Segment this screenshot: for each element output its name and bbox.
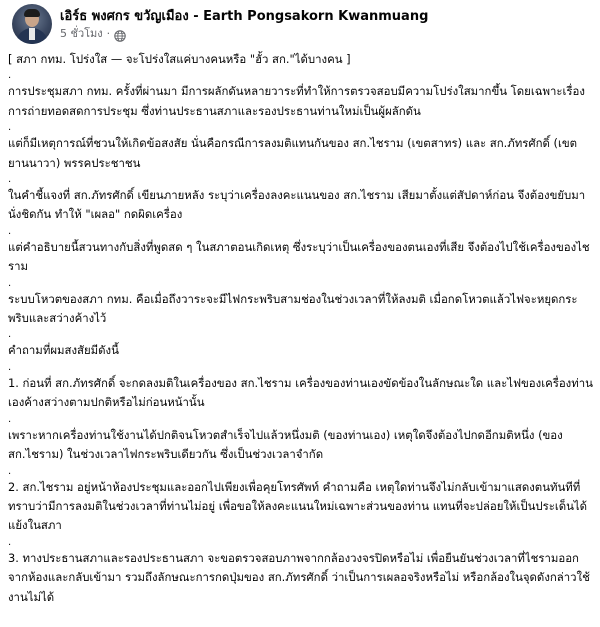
post-paragraph-separator: .	[8, 277, 12, 289]
post-paragraph-separator: .	[8, 465, 12, 477]
post-header-text	[60, 8, 428, 41]
post-paragraph: เพราะหากเครื่องท่านใช้งานได้ปกติจนโหวตสำเร็จไปแล้วหนึ่งมติ (ของท่านเอง) เหตุใดจึงต้องไปกดอีกมติหนึ่ง (ของ สก.ไชราม) ในช่วงเวลาไฟกระพริบเดียวกัน ซึ่งเป็นช่วงเวลาจำกัด	[8, 427, 563, 462]
post-paragraph: ระบบโหวตของสภา กทม. คือเมื่อถึงวาระจะมีไฟกระพริบสามช่องในช่วงเวลาที่ให้ลงมติ เมื่อกดโหวตแล้วไฟจะหยุดกระพริบและสว่างค้างไว้	[8, 291, 578, 326]
post-timestamp[interactable]: 5 ชั่วโมง	[60, 26, 103, 40]
post-header	[12, 4, 428, 44]
post-paragraph-separator: .	[8, 536, 12, 548]
post-paragraph-separator: .	[8, 225, 12, 237]
post-paragraph: แต่คำอธิบายนี้สวนทางกับสิ่งที่พูดสด ๆ ในสภาตอนเกิดเหตุ ซึ่งระบุว่าเป็นเครื่องของตนเองที่เสีย จึงต้องไปใช้เครื่องของไชราม	[8, 239, 590, 274]
post-paragraph-separator: .	[8, 413, 12, 425]
post-paragraph: 3. ทางประธานสภาและรองประธานสภา จะขอตรวจสอบภาพจากกล้องวงจรปิดหรือไม่ เพื่อยืนยันช่วงเวลาที่ไชรามออกจากห้องและกลับเข้ามา รวมถึงลักษณะการกดปุ่มของ สก.ภัทรศักดิ์ ว่าเป็นการเผลอจริงหรือไม่ หรือกล้องในจุดดังกล่าวใช้งานไม่ได้	[8, 550, 590, 604]
post-meta	[60, 26, 428, 41]
post-paragraph-separator: .	[8, 174, 12, 186]
post-paragraph: ในคำชี้แจงที่ สก.ภัทรศักดิ์ เขียนภายหลัง ระบุว่าเครื่องลงคะแนนของ สก.ไชราม เสียมาตั้งแต่สัปดาห์ก่อน จึงต้องขยับมานั่งชิดกัน ทำให้ "เผลอ" กดผิดเครื่อง	[8, 188, 586, 222]
author-name[interactable]: เอิร์ธ พงศกร ขวัญเมือง - Earth Pongsakorn Kwanmuang	[60, 8, 429, 24]
post-paragraph-separator: .	[8, 70, 12, 82]
globe-icon[interactable]	[114, 27, 126, 39]
meta-separator: ·	[106, 26, 111, 40]
avatar[interactable]	[12, 4, 52, 44]
post-paragraph-separator: .	[8, 122, 12, 134]
post-paragraph-separator: .	[8, 361, 12, 373]
post-body	[8, 50, 594, 607]
post-paragraph: [ สภา กทม. โปร่งใส — จะโปร่งใสแค่บางคนหรือ "ฮั้ว สก."ได้บางคน ]	[8, 52, 351, 66]
post-paragraph-separator: .	[8, 329, 12, 341]
post-paragraph: คำถามที่ผมสงสัยมีดังนี้	[8, 343, 119, 358]
post-paragraph: 2. สก.ไชราม อยู่หน้าห้องประชุมและออกไปเพียงเพื่อคุยโทรศัพท์ คำถามคือ เหตุใดท่านจึงไม่กลับเข้ามาแสดงตนทันทีที่ทราบว่ามีการลงมติในช่วงเวลาที่ท่านไม่อยู่ เพื่อขอให้ลงคะแนนใหม่เฉพาะส่วนของท่าน แทนที่จะปล่อยให้เป็นประเด็นได้แย้งในสภา	[8, 479, 588, 533]
post-paragraph: 1. ก่อนที่ สก.ภัทรศักดิ์ จะกดลงมติในเครื่องของ สก.ไชราม เครื่องของท่านเองขัดข้องในลักษณะใด และไฟของเครื่องท่านเองค้างสว่างตามปกติหรือไม่ก่อนหน้านั้น	[8, 375, 593, 410]
post-paragraph: แต่ก็มีเหตุการณ์ที่ชวนให้เกิดข้อสงสัย นั่นคือกรณีการลงมติแทนกันของ สก.ไชราม (เขตสาทร) และ สก.ภัทรศักดิ์ (เขตยานนาวา) พรรคประชาชน	[8, 136, 578, 170]
post-paragraph: การประชุมสภา กทม. ครั้งที่ผ่านมา มีการผลักดันหลายวาระที่ทำให้การตรวจสอบมีความโปร่งใสมากขึ้น โดยเฉพาะเรื่องการถ่ายทอดสดการประชุม ซึ่งท่านประธานสภาและรองประธานท่านใหม่เป็นผู้ผลักดัน	[8, 84, 585, 118]
